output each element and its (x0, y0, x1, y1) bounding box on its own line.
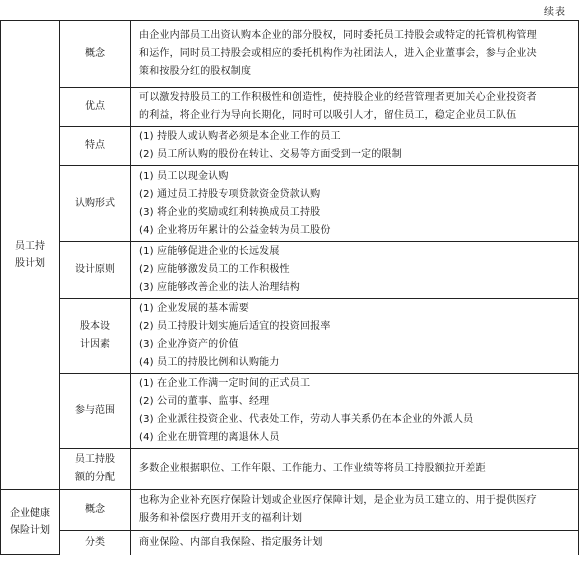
item-label-cell (60, 374, 131, 449)
table-row (1, 374, 579, 449)
description-cell (131, 166, 579, 242)
description-cell (131, 299, 579, 374)
description-line: (2) 员工所认购的股份在转让、交易等方面受到一定的限制 (139, 149, 402, 160)
description-line: 和运作，同时员工持股会或相应的委托机构作为社团法人，进入企业董事会，参与企业决 (139, 48, 537, 59)
item-label: 参与范围 (75, 405, 115, 416)
description-line: 商业保险、内部自我保险、指定服务计划 (139, 536, 323, 548)
table-row (1, 531, 579, 555)
description-line: (4) 员工的持股比例和认购能力 (139, 357, 280, 368)
description-line: (2) 员工持股计划实施后适宜的投资回报率 (139, 321, 331, 332)
description-line: (1) 持股人或认购者必须是本企业工作的员工 (139, 131, 341, 142)
item-label-cell (60, 166, 131, 242)
description-line: (1) 企业发展的基本需要 (139, 303, 249, 314)
item-label: 优点 (85, 101, 105, 112)
description-cell (131, 88, 579, 127)
description-line: (2) 通过员工持股专项贷款资金贷款认购 (139, 188, 321, 200)
description-line: 也称为企业补充医疗保险计划或企业医疗保障计划，是企业为员工建立的、用于提供医疗 (139, 495, 537, 506)
item-label: 分类 (85, 536, 105, 548)
description-cell (131, 490, 579, 531)
item-label-cell (60, 127, 131, 166)
description-line: 由企业内部员工出资认购本企业的部分股权，同时委托员工持股会或特定的托管机构管理 (139, 30, 537, 41)
item-label: 概念 (85, 504, 105, 515)
description-line: (2) 公司的董事、监事、经理 (139, 396, 270, 407)
description-line: (4) 企业在册管理的离退休人员 (139, 432, 280, 443)
description-cell (131, 374, 579, 449)
description-line: (3) 企业派往投资企业、代表处工作，劳动人事关系仍在本企业的外派人员 (139, 414, 474, 425)
category-label: 员工持 股计划 (15, 241, 45, 269)
item-label: 设计原则 (75, 264, 115, 275)
table-row (1, 449, 579, 490)
item-label-cell (60, 531, 131, 555)
table-row (1, 166, 579, 242)
category-cell (1, 21, 60, 490)
item-label-cell (60, 21, 131, 88)
description-line: (3) 将企业的奖励或红利转换成员工持股 (139, 206, 321, 218)
table-row (1, 21, 579, 88)
description-cell (131, 127, 579, 166)
description-line: 服务和补偿医疗费用开支的福利计划 (139, 513, 303, 524)
description-line: (3) 应能够改善企业的法人治理结构 (139, 282, 300, 293)
item-label-cell (60, 299, 131, 374)
benefit-plans-table (0, 20, 579, 555)
description-cell (131, 21, 579, 88)
table-row (1, 299, 579, 374)
description-line: (1) 应能够促进企业的长远发展 (139, 246, 280, 257)
description-line: 的利益，将企业行为导向长期化，同时可以吸引人才，留住员工，稳定企业员工队伍 (139, 110, 517, 121)
description-line: 多数企业根据职位、工作年限、工作能力、工作业绩等将员工持股额拉开差距 (139, 463, 486, 474)
description-line: 策和按股分红的股权制度 (139, 66, 252, 77)
continued-label: 续表 (544, 7, 566, 18)
category-label: 企业健康 保险计划 (10, 508, 50, 536)
description-cell (131, 531, 579, 555)
item-label: 员工持股 额的分配 (75, 454, 115, 483)
item-label: 认购形式 (75, 197, 115, 209)
item-label-cell (60, 449, 131, 490)
item-label-cell (60, 88, 131, 127)
item-label-cell (60, 490, 131, 531)
item-label: 特点 (85, 140, 105, 151)
description-line: (1) 员工以现金认购 (139, 170, 229, 182)
description-line: (2) 应能够激发员工的工作积极性 (139, 264, 290, 275)
description-line: (3) 企业净资产的价值 (139, 339, 239, 350)
description-cell (131, 242, 579, 299)
description-line: 可以激发持股员工的工作积极性和创造性，使持股企业的经营管理者更加关心企业投资者 (139, 92, 537, 103)
description-line: (4) 企业将历年累计的公益金转为员工股份 (139, 224, 331, 236)
item-label: 股本设 计因素 (80, 321, 110, 350)
table-row (1, 88, 579, 127)
category-cell (1, 490, 60, 555)
item-label-cell (60, 242, 131, 299)
description-cell (131, 449, 579, 490)
item-label: 概念 (85, 48, 105, 59)
description-line: (1) 在企业工作满一定时间的正式员工 (139, 378, 311, 389)
table-row (1, 490, 579, 531)
table-row (1, 242, 579, 299)
table-row (1, 127, 579, 166)
